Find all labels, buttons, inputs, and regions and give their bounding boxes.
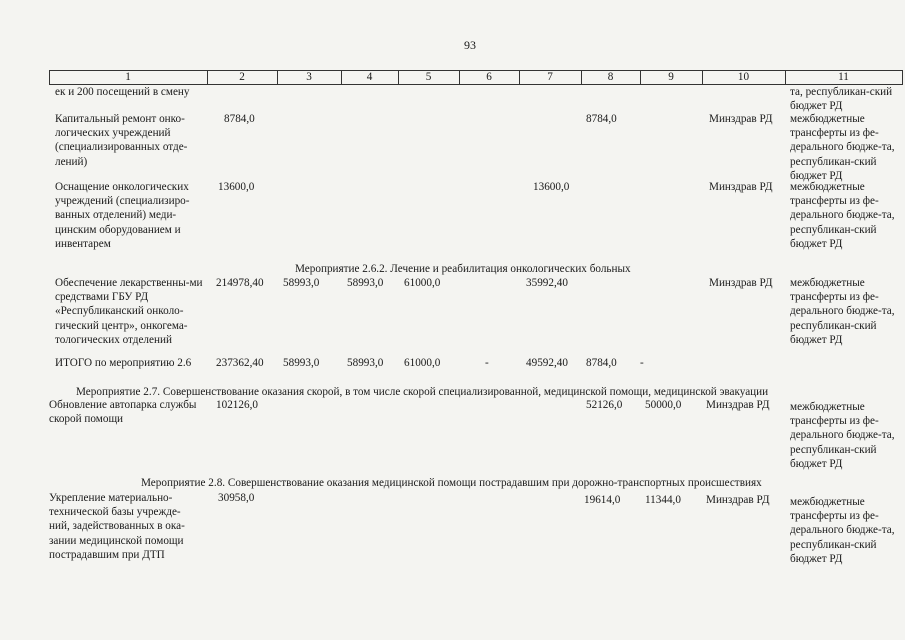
row-description: Укрепление материально-технической базы учрежде-ний, задействованных в ока-зании медицинской помощи пострадавшим при ДТП (49, 492, 185, 561)
row-description: Обеспечение лекарственны-ми средствами ГБУ РД «Республиканский онколо-гический центр», онкогема-тологических отделений (55, 277, 203, 346)
executor: Минздрав РД (709, 113, 773, 125)
cell-total: 237362,40 (216, 357, 264, 369)
column-header: 3 (306, 71, 312, 83)
funding-source: межбюджетные трансферты из фе-дерального бюдже-та, республикан-ский бюджет РД (790, 113, 895, 182)
cell-value: 58993,0 (283, 357, 320, 369)
cell-total: 13600,0 (218, 181, 255, 193)
funding-source: межбюджетные трансферты из фе-дерального бюдже-та, республикан-ский бюджет РД (790, 277, 895, 346)
cell-total: 102126,0 (216, 399, 258, 411)
executor: Минздрав РД (706, 399, 770, 411)
column-header: 11 (838, 71, 849, 83)
funding-source: межбюджетные трансферты из фе-дерального бюдже-та, республикан-ский бюджет РД (790, 181, 895, 250)
funding-source: межбюджетные трансферты из фе-дерального бюдже-та, республикан-ский бюджет РД (790, 401, 895, 470)
column-header: 10 (737, 71, 750, 83)
cell-value: 58993,0 (347, 357, 384, 369)
column-header: 2 (239, 71, 245, 83)
cell-total: 30958,0 (218, 492, 255, 504)
row-description: Обновление автопарка службы скорой помощи (49, 399, 197, 426)
executor: Минздрав РД (709, 181, 773, 193)
cell-value: 8784,0 (586, 113, 617, 125)
row-description: Капитальный ремонт онко-логических учреждений (специализированных отде-лений) (55, 113, 188, 168)
row-description: ек и 200 посещений в смену (55, 86, 190, 98)
cell-value: 61000,0 (404, 357, 441, 369)
cell-value: - (640, 357, 644, 369)
funding-source: межбюджетные трансферты из фе-дерального бюдже-та, республикан-ский бюджет РД (790, 496, 895, 565)
column-header: 9 (668, 71, 674, 83)
cell-value: 58993,0 (347, 277, 384, 289)
funding-source: та, республикан-ский бюджет РД (790, 86, 893, 113)
section-heading: Мероприятие 2.7. Совершенствование оказания скорой, в том числе скорой специализированной, медицинской помощи, медицинской эвакуации (76, 386, 769, 398)
cell-value: 13600,0 (533, 181, 570, 193)
cell-value: 8784,0 (586, 357, 617, 369)
cell-total: 8784,0 (224, 113, 255, 125)
header-divider (902, 70, 903, 84)
executor: Минздрав РД (706, 494, 770, 506)
column-header: 7 (547, 71, 553, 83)
page-number: 93 (464, 38, 476, 52)
column-header: 6 (486, 71, 492, 83)
section-heading: Мероприятие 2.6.2. Лечение и реабилитация онкологических больных (295, 263, 631, 275)
cell-value: - (485, 357, 489, 369)
cell-value: 49592,40 (526, 357, 568, 369)
cell-total: 214978,40 (216, 277, 264, 289)
cell-value: 50000,0 (645, 399, 682, 411)
cell-value: 61000,0 (404, 277, 441, 289)
cell-value: 35992,40 (526, 277, 568, 289)
column-header: 1 (125, 71, 131, 83)
executor: Минздрав РД (709, 277, 773, 289)
cell-value: 52126,0 (586, 399, 623, 411)
column-header: 4 (366, 71, 373, 83)
row-description: ИТОГО по мероприятию 2.6 (55, 357, 192, 369)
row-description: Оснащение онкологических учреждений (специализиро-ванных отделений) меди-цинским оборудованием и инвентарем (55, 181, 190, 250)
column-header: 8 (607, 71, 614, 83)
cell-value: 19614,0 (584, 494, 621, 506)
cell-value: 11344,0 (645, 494, 681, 506)
section-heading: Мероприятие 2.8. Совершенствование оказания медицинской помощи пострадавшим при дорожно-транспортных происшествиях (141, 477, 762, 489)
cell-value: 58993,0 (283, 277, 320, 289)
column-header: 5 (425, 71, 432, 83)
